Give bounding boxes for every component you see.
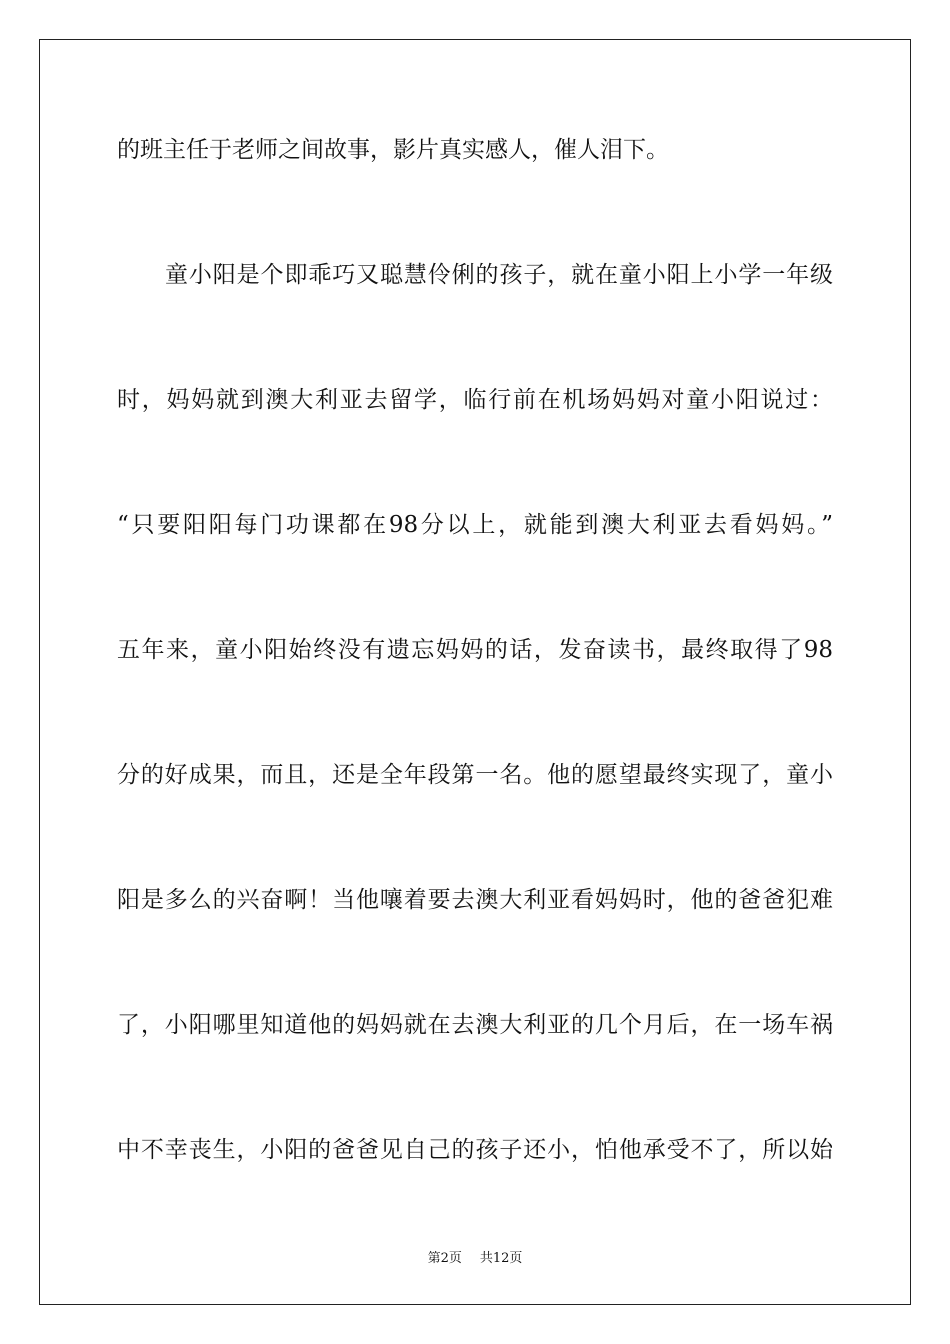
text-line-8: 了，小阳哪里知道他的妈妈就在去澳大利亚的几个月后，在一场车祸 [117,1012,833,1038]
page-number: 第2页 [427,1251,462,1266]
text-line-4: “只要阳阳每门功课都在98分以上，就能到澳大利亚去看妈妈。” [117,512,833,538]
page-total: 共12页 [479,1251,523,1266]
text-line-9: 中不幸丧生，小阳的爸爸见自己的孩子还小，怕他承受不了，所以始 [117,1137,833,1163]
page-footer [0,1247,950,1266]
text-line-7: 阳是多么的兴奋啊！当他嚷着要去澳大利亚看妈妈时，他的爸爸犯难 [117,887,833,913]
text-line-3: 时，妈妈就到澳大利亚去留学，临行前在机场妈妈对童小阳说过： [117,387,833,413]
text-line-6: 分的好成果，而且，还是全年段第一名。他的愿望最终实现了，童小 [117,762,833,788]
text-line-1: 的班主任于老师之间故事，影片真实感人，催人泪下。 [117,137,669,163]
page-border [39,39,911,1305]
text-line-2: 童小阳是个即乖巧又聪慧伶俐的孩子，就在童小阳上小学一年级 [165,262,833,288]
text-line-5: 五年来，童小阳始终没有遗忘妈妈的话，发奋读书，最终取得了98 [117,637,833,663]
